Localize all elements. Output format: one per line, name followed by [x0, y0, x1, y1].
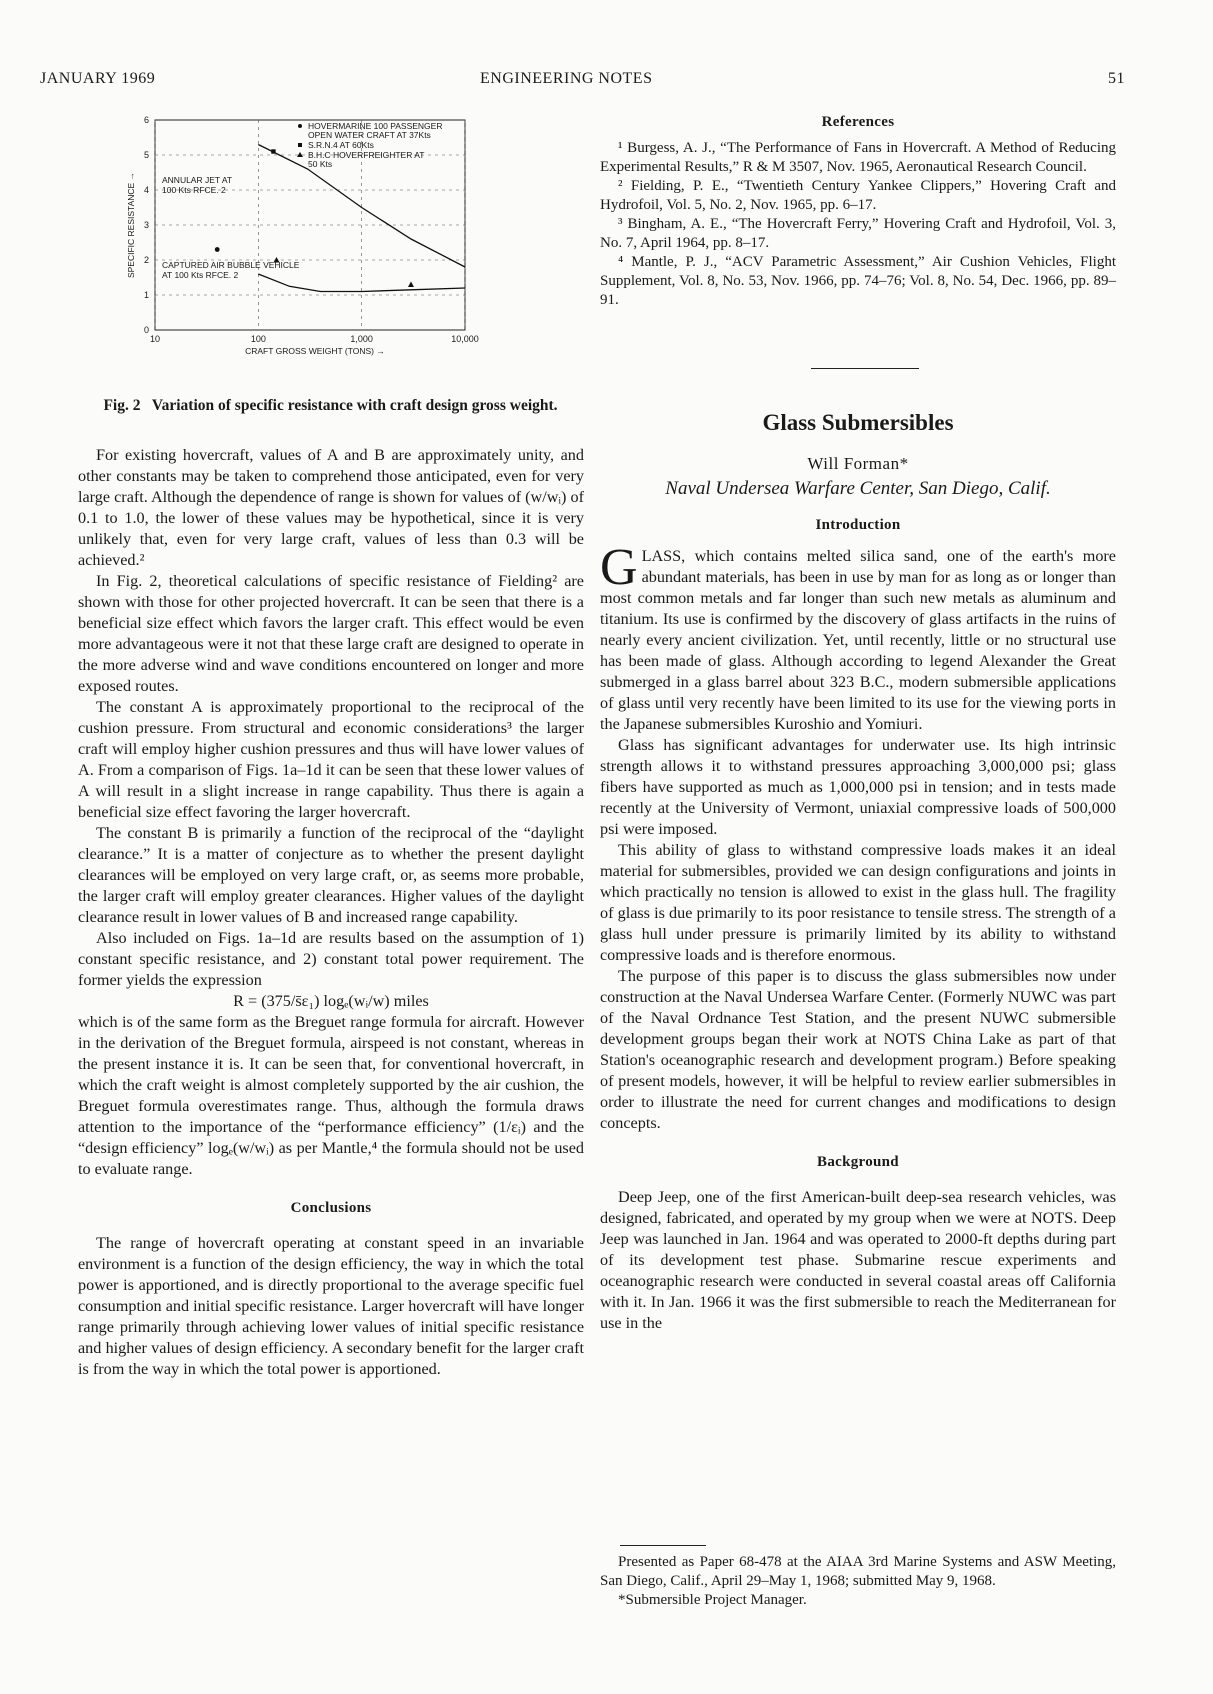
- figure-caption: [78, 396, 583, 415]
- paragraph: Glass has significant advantages for underwater use. Its high intrinsic strength allows it to withstand pressures approaching 3,000,000 psi; glass fibers have supported as much as 1,000,000 psi in tension; and in tests made recently at the University of Vermont, uniaxial compressive loads of 500,000 psi were imposed.: [600, 736, 1116, 838]
- conclusions-heading: Conclusions: [290, 1200, 372, 1216]
- footnote-rule: [620, 1545, 706, 1546]
- page-number: 51: [1108, 70, 1125, 87]
- x-axis-label: CRAFT GROSS WEIGHT (TONS) →: [245, 346, 385, 356]
- paragraph: The constant A is approximately proportional to the reciprocal of the cushion pressure. From structural and economic considerations³ the larger craft will employ higher cushion pressures and thus will have lower values of A. From a comparison of Figs. 1a–1d it can be seen that these lower values of A will result in a slight increase in range capability. Thus there is again a beneficial size effect favoring the larger hovercraft.: [78, 698, 584, 821]
- legend-entry: B.H.C HOVERFREIGHTER AT: [308, 150, 425, 160]
- chart-annotation: CAPTURED AIR BUBBLE VEHICLE: [162, 260, 300, 270]
- paragraph: For existing hovercraft, values of A and B are approximately unity, and other constants may be taken to comprehend those anticipated, even for very large craft. Although the dependence of range is shown for values of (w/wᵢ) of 0.1 to 1.0, the lower of these values may be hypothetical, since it is very unlikely that, even for very large craft, values of less than 0.3 will be achieved.²: [78, 446, 584, 569]
- paragraph: In Fig. 2, theoretical calculations of specific resistance of Fielding² are shown with those for other projected hovercraft. It can be seen that there is a beneficial size effect which favors the larger craft. This effect would be even more advantageous were it not that these large craft are designed to operate in the more adverse wind and wave conditions encountered on longer and more exposed routes.: [78, 572, 584, 695]
- drop-cap: G: [600, 539, 638, 596]
- reference-item: ⁴ Mantle, P. J., “ACV Parametric Assessment,” Air Cushion Vehicles, Flight Supplement, Vol. 8, No. 53, Nov. 1966, pp. 74–76; Vol. 8, No. 54, Dec. 1966, pp. 89–91.: [600, 254, 1116, 308]
- x-tick-label: 10: [149, 334, 161, 344]
- reference-item: ¹ Burgess, A. J., “The Performance of Fans in Hovercraft. A Method of Reducing Experimental Results,” R & M 3507, Nov. 1965, Aeronautical Research Council.: [600, 140, 1116, 175]
- y-axis-label: SPECIFIC RESISTANCE →: [126, 171, 136, 279]
- references-heading: References: [821, 114, 895, 130]
- article-author: Will Forman*: [807, 454, 909, 473]
- x-tick-label: 10,000: [451, 334, 479, 344]
- footnote: *Submersible Project Manager.: [618, 1592, 807, 1608]
- data-point-circle: [215, 247, 220, 252]
- reference-item: ² Fielding, P. E., “Twentieth Century Yankee Clippers,” Hovering Craft and Hydrofoil, Vol. 5, No. 2, Nov. 1965, pp. 6–17.: [600, 178, 1116, 213]
- reference-item: ³ Bingham, A. E., “The Hovercraft Ferry,” Hovering Craft and Hydrofoil, Vol. 3, No. 7, April 1964, pp. 8–17.: [600, 216, 1116, 251]
- legend-marker-triangle: [297, 152, 303, 157]
- y-tick-label: 0: [143, 325, 149, 335]
- figure-caption-text: Variation of specific resistance with craft design gross weight.: [151, 397, 558, 414]
- paragraph: This ability of glass to withstand compressive loads makes it an ideal material for submersibles, provided we can design configurations and joints in which practically no tension is allowed to exist in the glass hull. The fragility of glass is due primarily to its poor resistance to tensile stress. The strength of a glass hull under pressure is primarily limited by its ability to withstand compressive loads and is therefore enormous.: [600, 841, 1116, 964]
- left-column: [78, 445, 584, 1380]
- legend-entry: OPEN WATER CRAFT AT 37Kts: [308, 130, 431, 140]
- y-tick-label: 5: [143, 150, 149, 160]
- range-formula: R = (375/s̄ε₁) logₑ(wᵢ/w) miles: [233, 992, 429, 1010]
- y-tick-label: 4: [143, 185, 149, 195]
- section-divider: [811, 368, 919, 369]
- x-tick-label: 1,000: [350, 334, 373, 344]
- footnotes: [600, 1553, 1116, 1610]
- y-tick-label: 2: [143, 255, 149, 265]
- article-column: [600, 412, 1116, 1334]
- references-list: [600, 139, 1116, 310]
- legend-marker-square: [298, 143, 302, 147]
- paragraph: The purpose of this paper is to discuss the glass submersibles now under construction at the Naval Undersea Warfare Center. (Formerly NUWC was part of the Naval Ordnance Test Station, and the present NUWC submersible development groups began their work at NOTS China Lake as part of that Station's oceanographic research and development program.) Before speaking of present models, however, it will be helpful to review earlier submersibles in order to illustrate the need for current changes and modifications to design concepts.: [600, 967, 1116, 1132]
- chart-annotation: 100 Kts RFCE. 2: [162, 185, 226, 195]
- intro-first-paragraph: LASS, which contains melted silica sand, one of the earth's more abundant materials, has been in use by man for as long as or longer than most common metals and far longer than such new metals as aluminum and titanium. Its use is confirmed by the discovery of glass artifacts in the ruins of nearly every ancient civilization. Yet, until recently, little or no structural use has been made of glass. Although according to legend Alexander the Great submerged in a glass barrel about 323 B.C., modern submersible applications of glass until very recently have been limited to its use for the viewing ports in the Japanese submersibles Kuroshio and Yomiuri.: [600, 547, 1116, 733]
- chart-annotation: ANNULAR JET AT: [162, 175, 233, 185]
- author-affiliation: Naval Undersea Warfare Center, San Diego, Calif.: [665, 478, 1051, 499]
- paragraph: which is of the same form as the Breguet range formula for aircraft. However in the derivation of the Breguet formula, airspeed is not constant, whereas in the present instance it is. It can be seen that, for conventional hovercraft, in which the craft weight is almost completely supported by the air cushion, the Breguet formula overestimates range. Thus, although the formula draws attention to the importance of the “performance efficiency” (1/εᵢ) and the “design efficiency” logₑ(w/wᵢ) as per Mantle,⁴ the formula should not be used to evaluate range.: [78, 1013, 584, 1178]
- running-header-date: JANUARY 1969: [40, 70, 156, 87]
- running-header-journal: ENGINEERING NOTES: [480, 70, 653, 87]
- footnote: Presented as Paper 68-478 at the AIAA 3rd Marine Systems and ASW Meeting, San Diego, Calif., April 29–May 1, 1968; submitted May 9, 1968.: [600, 1554, 1116, 1589]
- chart-annotation: AT 100 Kts RFCE. 2: [162, 270, 239, 280]
- right-column: [600, 112, 1116, 310]
- article-title: Glass Submersibles: [762, 410, 954, 435]
- legend-entry: 50 Kts: [308, 159, 333, 169]
- legend-marker-circle: [298, 124, 302, 128]
- background-paragraph: Deep Jeep, one of the first American-built deep-sea research vehicles, was designed, fabricated, and operated by my group when we were at NOTS. Deep Jeep was launched in Jan. 1964 and was operated to 2000-ft depths during part of its development test phase. Submarine rescue experiments and oceanographic research were conducted in several coastal areas off California with it. In Jan. 1966 it was the first submersible to reach the Mediterranean for use in the: [600, 1188, 1116, 1332]
- background-heading: Background: [817, 1154, 899, 1170]
- y-tick-label: 1: [143, 290, 149, 300]
- y-tick-label: 6: [143, 115, 149, 125]
- paragraph: The constant B is primarily a function of the reciprocal of the “daylight clearance.” It is a matter of conjecture as to whether the present daylight clearances will be employed on very large craft, or, as seems more probable, the larger craft will employ greater clearances. Higher values of the daylight clearance result in lower values of B and increased range capability.: [78, 824, 584, 926]
- data-point-triangle: [408, 282, 414, 288]
- figure-label: Fig. 2: [103, 397, 141, 414]
- paragraph: Also included on Figs. 1a–1d are results based on the assumption of 1) constant specific resistance, and 2) constant total power requirement. The former yields the expression: [78, 929, 584, 989]
- figure-chart: [120, 110, 520, 370]
- x-tick-label: 100: [250, 334, 266, 344]
- legend-entry: S.R.N.4 AT 60Kts: [308, 140, 374, 150]
- data-point-square: [271, 149, 275, 153]
- conclusions-paragraph: The range of hovercraft operating at constant speed in an invariable environment is a function of the design efficiency, the way in which the total power is apportioned, and is directly proportional to the average specific fuel consumption and initial specific resistance. Larger hovercraft will have longer range primarily through achieving lower values of initial specific resistance and higher values of design efficiency. A secondary benefit for the larger craft is from the way in which the total power is apportioned.: [78, 1234, 584, 1378]
- introduction-heading: Introduction: [815, 517, 901, 533]
- y-tick-label: 3: [143, 220, 149, 230]
- legend-entry: HOVERMARINE 100 PASSENGER: [308, 121, 443, 131]
